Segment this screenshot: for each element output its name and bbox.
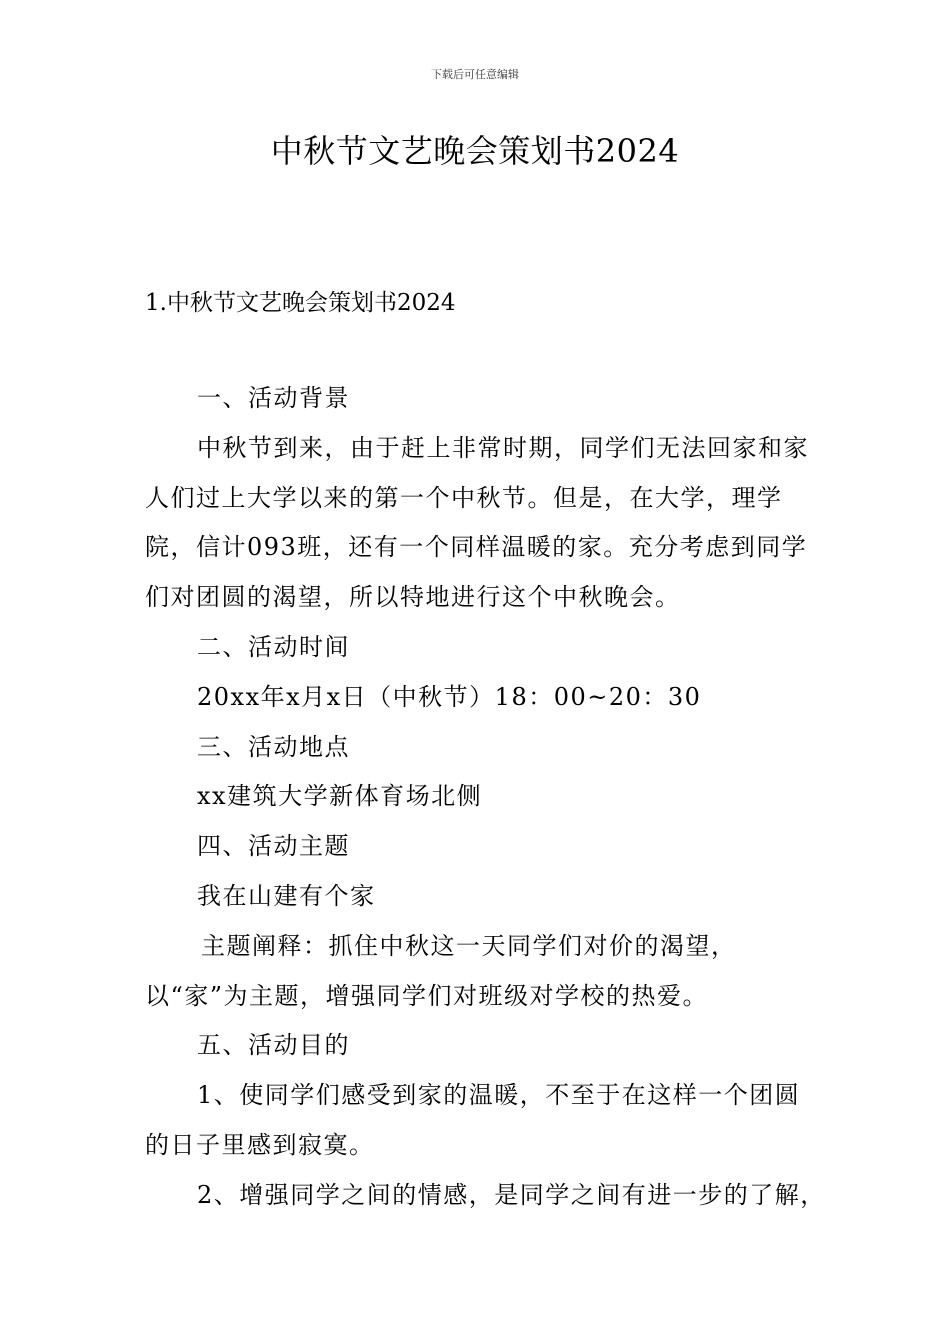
heading-background: 一、活动背景 — [197, 384, 350, 412]
heading-time: 二、活动时间 — [197, 632, 350, 661]
paragraph-time: 20xx年x月x日（中秋节）18：00~20：30 — [197, 682, 702, 711]
paragraph-purpose-1-text: 1、使同学们感受到家的温暖，不至于在这样一个团圆的日子里感到寂寞。 — [145, 1081, 801, 1159]
paragraph-theme-explanation-text: 主题阐释：抓住中秋这一天同学们对价的渴望，以“家”为主题，增强同学们对班级对学校的热爱。 — [145, 931, 737, 1010]
paragraph-purpose-1 — [145, 1071, 810, 1171]
heading-purpose: 五、活动目的 — [197, 1031, 350, 1060]
paragraph-theme: 我在山建有个家 — [197, 881, 376, 910]
heading-location: 三、活动地点 — [197, 732, 350, 761]
paragraph-location: xx建筑大学新体育场北侧 — [197, 782, 483, 811]
heading-theme: 四、活动主题 — [197, 832, 350, 861]
header-note: 下载后可任意编辑 — [431, 68, 519, 81]
paragraph-background — [145, 424, 810, 623]
document-title: 中秋节文艺晚会策划书2024 — [270, 132, 680, 170]
paragraph-theme-explanation — [145, 922, 810, 1022]
paragraph-purpose-2 — [145, 1171, 826, 1221]
document-body — [145, 374, 826, 1221]
paragraph-purpose-2-text: 2、增强同学之间的情感，是同学之间有进一步的了解， — [197, 1180, 826, 1209]
paragraph-background-text: 中秋节到来，由于赶上非常时期，同学们无法回家和家人们过上大学以来的第一个中秋节。但是，在大学，理学院，信计093班，还有一个同样温暖的家。充分考虑到同学们对团圆的渴望，所以特地进行这个中秋晚会。 — [145, 433, 809, 612]
section-heading: 1.中秋节文艺晚会策划书2024 — [145, 290, 456, 316]
